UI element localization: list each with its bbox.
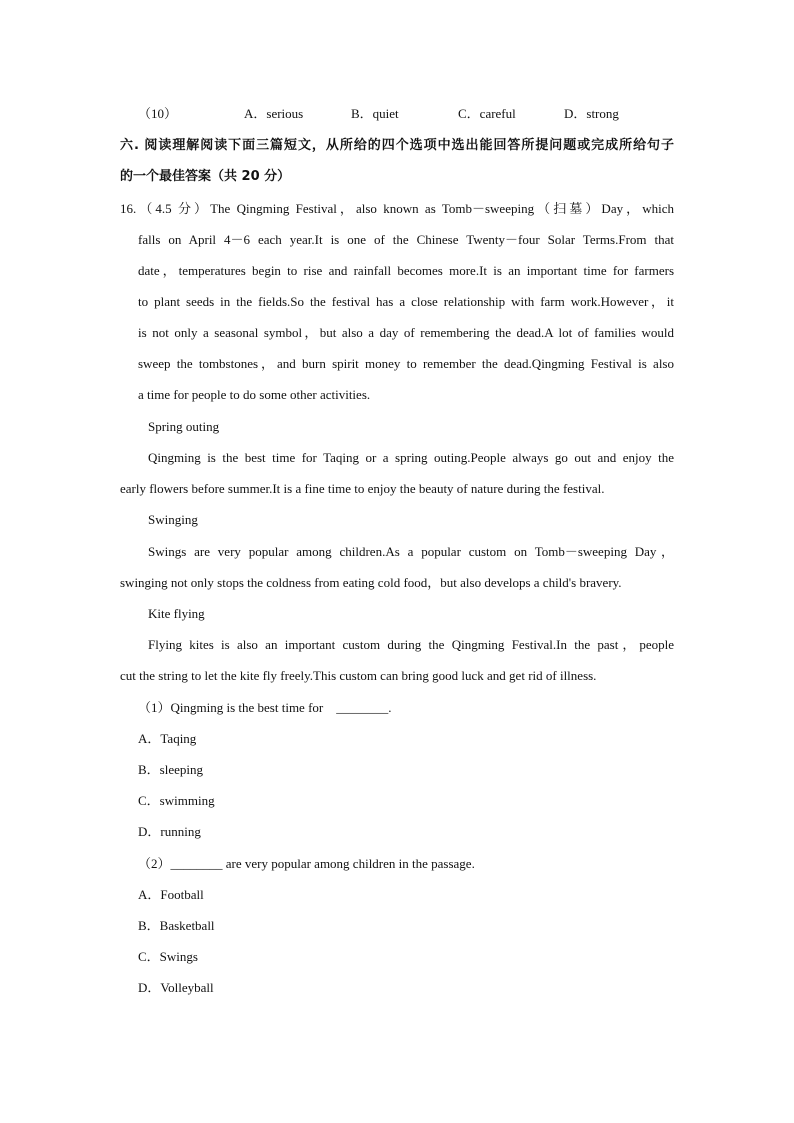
question-1-option-d: D．running <box>138 824 201 839</box>
subsection-line: early flowers before summer.It is a fine time to enjoy the beauty of nature during the festival. <box>120 481 605 496</box>
prev-question-number: （10） <box>138 106 178 121</box>
passage-line: 16.（4.5 分）The Qingming Festival，also known as Tomb－sweeping（扫墓）Day，which <box>120 201 674 216</box>
question-2-option-c: C．Swings <box>138 949 198 964</box>
question-2-option-a: A．Football <box>138 887 204 902</box>
subsection-title-kite-flying: Kite flying <box>148 606 205 621</box>
passage-line: a time for people to do some other activities. <box>138 387 371 402</box>
passage-line: date，temperatures begin to rise and rainfall becomes more.It is an important time for farmers <box>138 263 674 278</box>
section-heading-line1: 六. 阅读理解阅读下面三篇短文，从所给的四个选项中选出能回答所提问题或完成所给句子 <box>120 138 674 153</box>
passage-line: to plant seeds in the fields.So the festival has a close relationship with farm work.However，it <box>138 294 674 309</box>
question-2-option-d: D．Volleyball <box>138 980 214 995</box>
question-1-stem: （1）Qingming is the best time for ________. <box>138 700 392 715</box>
subsection-title-spring-outing: Spring outing <box>148 419 220 434</box>
prev-option-a: A．serious <box>244 106 304 121</box>
subsection-line: cut the string to let the kite fly freely.This custom can bring good luck and get rid of illness. <box>120 668 597 683</box>
subsection-line: Swings are very popular among children.As a popular custom on Tomb－sweeping Day， <box>148 544 674 559</box>
prev-option-d: D．strong <box>564 106 619 121</box>
subsection-title-swinging: Swinging <box>148 512 198 527</box>
question-1-option-a: A．Taqing <box>138 731 197 746</box>
section-heading-line2: 的一个最佳答案（共 20 分） <box>120 169 291 184</box>
question-1-option-c: C．swimming <box>138 793 215 808</box>
prev-option-b: B．quiet <box>351 106 399 121</box>
passage-line: sweep the tombstones，and burn spirit money to remember the dead.Qingming Festival is also <box>138 356 674 371</box>
question-2-option-b: B．Basketball <box>138 918 215 933</box>
prev-question-row <box>138 105 658 123</box>
question-1-option-b: B．sleeping <box>138 762 203 777</box>
passage-line: is not only a seasonal symbol，but also a day of remembering the dead.A lot of families would <box>138 325 674 340</box>
subsection-line: Flying kites is also an important custom during the Qingming Festival.In the past，people <box>148 637 674 652</box>
subsection-line: swinging not only stops the coldness from eating cold food，but also develops a child's bravery. <box>120 575 622 590</box>
subsection-line: Qingming is the best time for Taqing or a spring outing.People always go out and enjoy the <box>148 450 674 465</box>
prev-option-c: C．careful <box>458 106 516 121</box>
passage-line: falls on April 4－6 each year.It is one of the Chinese Twenty－four Solar Terms.From that <box>138 232 674 247</box>
question-2-stem: （2）________ are very popular among children in the passage. <box>138 856 475 871</box>
